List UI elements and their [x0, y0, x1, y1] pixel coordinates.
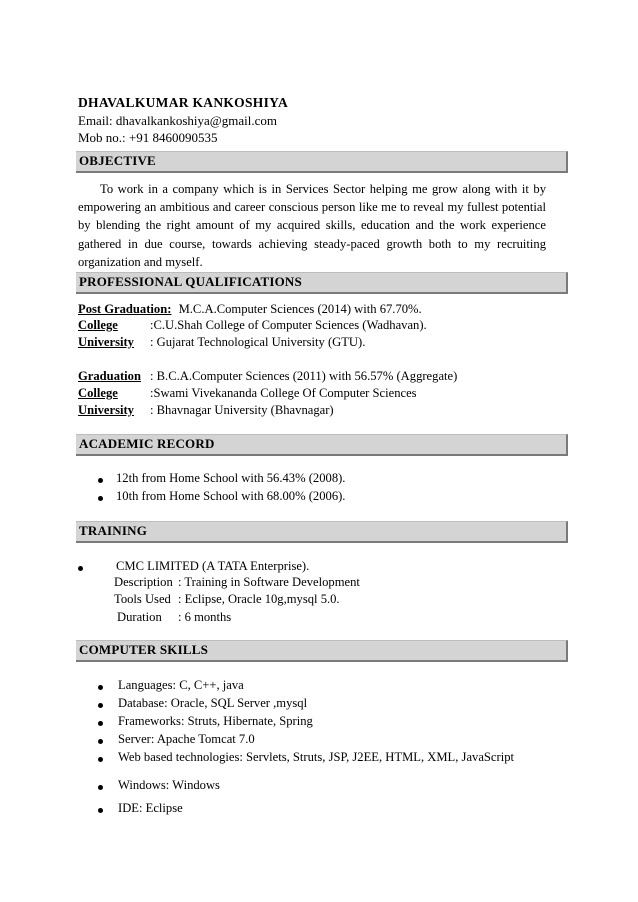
pg-university-value: : Gujarat Technological University (GTU).: [150, 335, 366, 349]
academic-title: ACADEMIC RECORD: [79, 436, 215, 451]
g-university-label: University: [78, 403, 134, 417]
pg-college-label: College: [78, 318, 118, 332]
candidate-name: DHAVALKUMAR KANKOSHIYA: [78, 95, 289, 110]
skills-header: [76, 640, 568, 662]
bullet-icon: [98, 703, 103, 708]
training-header: [76, 521, 568, 543]
bullet-icon: [98, 478, 103, 483]
training-description-value: : Training in Software Development: [178, 575, 360, 589]
skill-item: Database: Oracle, SQL Server ,mysql: [118, 696, 308, 710]
skill-item: Languages: C, C++, java: [118, 678, 244, 692]
skill-item: Windows: Windows: [118, 778, 220, 792]
academic-header: [76, 434, 568, 456]
objective-text: [78, 180, 546, 271]
training-duration-label: Duration: [117, 610, 162, 624]
pg-value: M.C.A.Computer Sciences (2014) with 67.70%.: [178, 302, 422, 316]
training-tools-value: : Eclipse, Oracle 10g,mysql 5.0.: [178, 592, 340, 606]
g-label: Graduation: [78, 369, 141, 383]
academic-item: 10th from Home School with 68.00% (2006).: [116, 489, 346, 503]
objective-title: OBJECTIVE: [79, 153, 156, 168]
pg-college-value: :C.U.Shah College of Computer Sciences (Wadhavan).: [150, 318, 427, 332]
qualifications-title: PROFESSIONAL QUALIFICATIONS: [79, 274, 302, 289]
qualifications-header: [76, 272, 568, 294]
g-college-value: :Swami Vivekananda College Of Computer Sciences: [150, 386, 417, 400]
bullet-icon: [98, 721, 103, 726]
pg-row: [78, 302, 422, 317]
training-description-label: Description: [114, 575, 173, 589]
objective-paragraph: To work in a company which is in Services Sector helping me grow along with it by empowering an ambitious and career conscious person like me to reveal my fullest potential by blending the right amount of my acquired skills, education and the work experience gathered in due course, towards achieving steady-paced growth both to my recruiting organization and myself.: [78, 182, 546, 269]
bullet-icon: [98, 785, 103, 790]
pg-university-label: University: [78, 335, 134, 349]
g-university-value: : Bhavnagar University (Bhavnagar): [150, 403, 334, 417]
skill-item: Server: Apache Tomcat 7.0: [118, 732, 255, 746]
training-company: CMC LIMITED (A TATA Enterprise).: [116, 559, 310, 573]
bullet-icon: [98, 496, 103, 501]
training-tools-label: Tools Used: [114, 592, 171, 606]
bullet-icon: [98, 685, 103, 690]
g-value: : B.C.A.Computer Sciences (2011) with 56.57% (Aggregate): [150, 369, 458, 383]
bullet-icon: [78, 566, 83, 571]
bullet-icon: [98, 757, 103, 762]
bullet-icon: [98, 808, 103, 813]
mobile-line: Mob no.: +91 8460090535: [78, 130, 218, 145]
pg-label: Post Graduation:: [78, 302, 172, 316]
skill-item: Web based technologies: Servlets, Struts, JSP, J2EE, HTML, XML, JavaScript: [118, 750, 515, 764]
skill-item: IDE: Eclipse: [118, 801, 183, 815]
training-duration-value: : 6 months: [178, 610, 232, 624]
bullet-icon: [98, 739, 103, 744]
training-title: TRAINING: [79, 523, 148, 538]
academic-item: 12th from Home School with 56.43% (2008).: [116, 471, 346, 485]
objective-header: [76, 151, 568, 173]
skills-title: COMPUTER SKILLS: [79, 642, 209, 657]
g-college-label: College: [78, 386, 118, 400]
email-line: Email: dhavalkankoshiya@gmail.com: [78, 113, 277, 128]
skill-item: Frameworks: Struts, Hibernate, Spring: [118, 714, 313, 728]
